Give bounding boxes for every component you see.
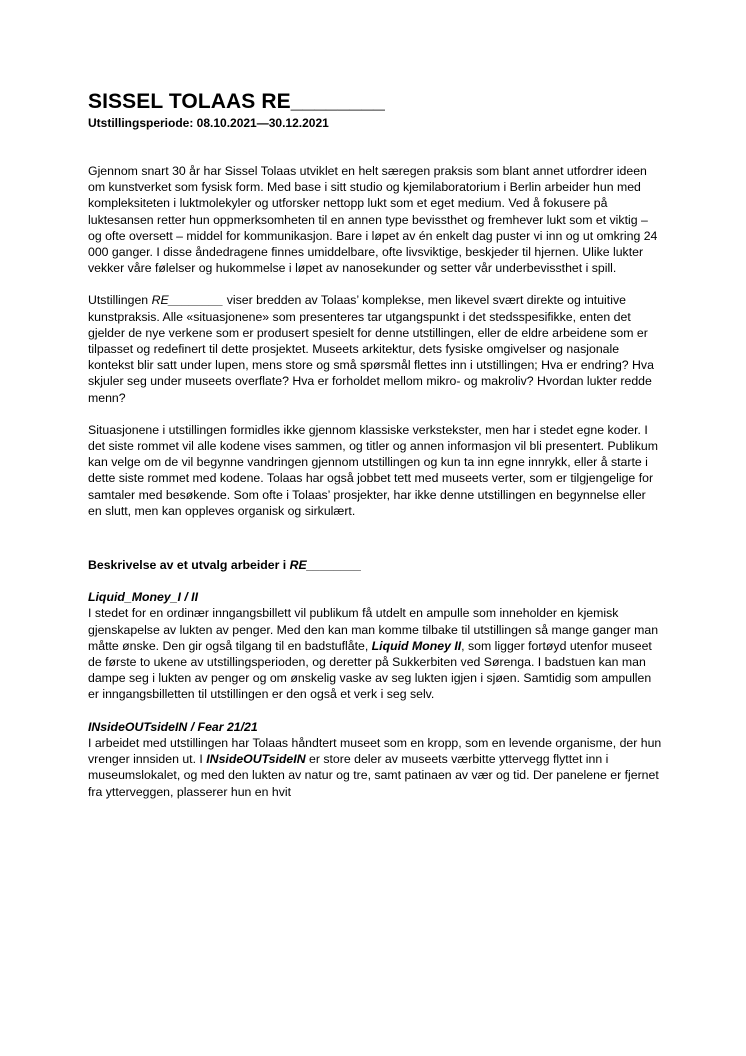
work-title-liquid-money: Liquid_Money_I / II (88, 590, 198, 605)
work-inline-title: Liquid Money II (371, 638, 462, 653)
intro-paragraph: Gjennom snart 30 år har Sissel Tolaas utviklet en helt særegen praksis som blant annet utfordrer ideen om kunstverket som fysisk form. Med base i sitt studio og kjemilaboratorium i Berlin arbeider hun med kompleksiteten i luktmolekyler og utforsker nettopp lukt som et eget medium. Ved å fokusere på luktesansen retter hun oppmerksomheten til en annen type bevissthet og fremhever lukt som et viktig – og ofte oversett – middel for kommunikasjon. Bare i løpet av én enkelt dag puster vi inn og ut omkring 24 000 ganger. I disse åndedragene finnes umiddelbare, ofte livsviktige, beskjeder til hjernen. Ulike lukter vekker våre følelser og hukommelse i løpet av nanosekunder og setter vår underbevissthet i spill. (88, 164, 658, 276)
work-inline-title: INsideOUTsideIN (206, 752, 306, 767)
work-body-text: er store deler av museets værbitte yttervegg flyttet inn i museumslokalet, og med den lukten av natur og tre, samt patinaen av vær og tid. Der panelene er fjernet fra ytterveggen, plasserer hun en hvit (88, 752, 659, 799)
work-body-insideoutsidein (88, 735, 662, 800)
work-body-text: , som ligger fortøyd utenfor museet de første to ukene av utstillingsperioden, og deretter på Sukkerbiten ved Sørenga. I badstuen kan man dampe seg i lukten av penger og om ønskelig vaske av seg lukten igjen i sjøen. Samtidig som ampullen er inngangsbilletten til utstillingen er den også et verk i seg selv. (88, 638, 652, 702)
exhibition-paragraph (88, 292, 662, 405)
section-heading-text: Beskrivelse av et utvalg arbeider i (88, 558, 290, 573)
work-body-text: I arbeidet med utstillingen har Tolaas håndtert museet som en kropp, som en levende organisme, der hun vrenger innsiden ut. I (88, 735, 662, 767)
work-body-liquid-money (88, 605, 662, 702)
work-body-text: I stedet for en ordinær inngangsbillett vil publikum få utdelt en ampulle som inneholder en kjemisk gjenskapelse av lukten av penger. Med den kan man komme tilbake til utstillingen så mange ganger man måtte ønske. Den gir også tilgang til en badstuflåte, (88, 606, 659, 653)
paragraph-text: Utstillingen (88, 293, 152, 308)
section-heading (88, 557, 662, 573)
work-title-insideoutsidein: INsideOUTsideIN / Fear 21/21 (88, 719, 258, 734)
situations-paragraph: Situasjonene i utstillingen formidles ikke gjennom klassiske verkstekster, men har i stedet egne koder. I det siste rommet vil alle kodene vises sammen, og titler og annen informasjon vil bli presentert. Publikum kan velge om de vil begynne vandringen gjennom utstillingen og kun ta inn egne innrykk, eller å starte i dette siste rommet med kodene. Tolaas har også jobbet tett med museets verter, som er tilgjengelige for samtaler med besøkende. Som ofte i Tolaas’ prosjekter, har ikke denne utstillingen en begynnelse eller en slutt, men kan oppleves organisk og sirkulært. (88, 422, 659, 518)
document-title: SISSEL TOLAAS RE________ (88, 90, 385, 113)
exhibition-title-em: RE________ (151, 293, 224, 308)
paragraph-text: viser bredden av Tolaas’ komplekse, men likevel svært direkte og intuitive kunstpraksis. Alle «situasjonene» som presenteres tar utgangspunkt i det stedsspesifikke, enten det gjelder de nye verkene som er produsert spesielt for denne utstillingen, eller de eldre arbeidene som er tilpasset og redefinert til dette prosjektet. Museets arkitektur, dets fysiske omgivelser og nasjonale kontekst blir satt under lupen, mens store og små spørsmål flettes inn i utstillingen; Hva er endring? Hva skjuler seg under museets overflate? Hva er forholdet mellom mikro- og makroliv? Hvordan lukter redde menn? (88, 293, 654, 405)
section-heading-em: RE________ (289, 558, 362, 573)
exhibition-period: Utstillingsperiode: 08.10.2021—30.12.2021 (88, 116, 329, 130)
document-page (88, 90, 662, 800)
